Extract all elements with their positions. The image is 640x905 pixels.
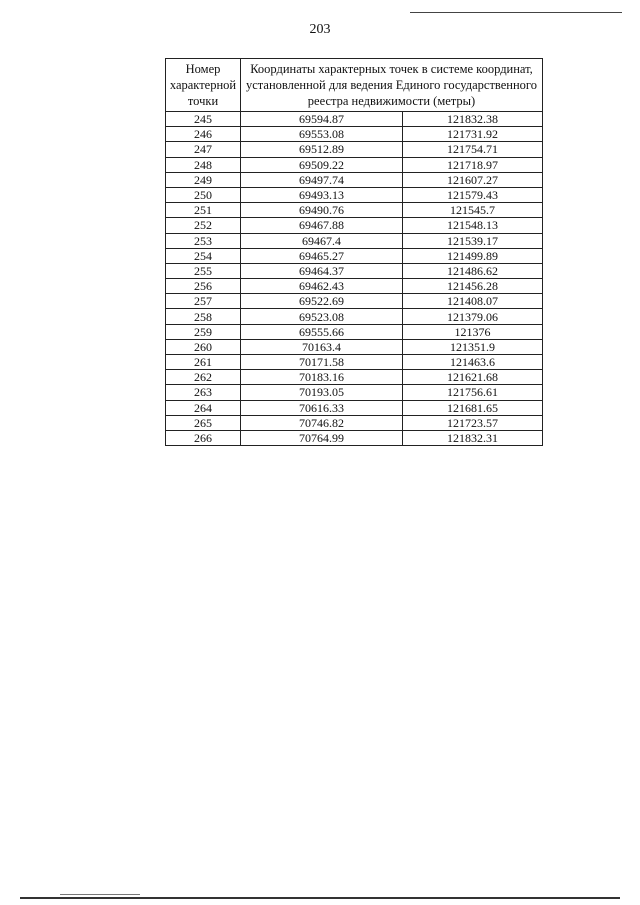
table-row bbox=[166, 218, 543, 233]
bottom-rule-thin bbox=[60, 894, 140, 895]
x-coordinate-cell: 69594.87 bbox=[241, 112, 403, 127]
x-coordinate-cell: 70193.05 bbox=[241, 385, 403, 400]
x-coordinate-cell: 69490.76 bbox=[241, 203, 403, 218]
y-coordinate-cell: 121548.13 bbox=[403, 218, 543, 233]
point-number-cell: 253 bbox=[166, 233, 241, 248]
x-coordinate-cell: 70616.33 bbox=[241, 400, 403, 415]
x-coordinate-cell: 70764.99 bbox=[241, 430, 403, 445]
table-row bbox=[166, 157, 543, 172]
table-row bbox=[166, 324, 543, 339]
x-coordinate-cell: 69465.27 bbox=[241, 248, 403, 263]
point-number-cell: 262 bbox=[166, 370, 241, 385]
y-coordinate-cell: 121379.06 bbox=[403, 309, 543, 324]
table-row bbox=[166, 203, 543, 218]
point-number-cell: 263 bbox=[166, 385, 241, 400]
point-number-cell: 260 bbox=[166, 339, 241, 354]
x-coordinate-cell: 69509.22 bbox=[241, 157, 403, 172]
y-coordinate-cell: 121499.89 bbox=[403, 248, 543, 263]
x-coordinate-cell: 69464.37 bbox=[241, 263, 403, 278]
table-row bbox=[166, 370, 543, 385]
x-coordinate-cell: 70746.82 bbox=[241, 415, 403, 430]
y-coordinate-cell: 121539.17 bbox=[403, 233, 543, 248]
y-coordinate-cell: 121579.43 bbox=[403, 187, 543, 202]
table-row bbox=[166, 400, 543, 415]
table-row bbox=[166, 127, 543, 142]
y-coordinate-cell: 121621.68 bbox=[403, 370, 543, 385]
page-number: 203 bbox=[309, 22, 331, 37]
y-coordinate-cell: 121832.31 bbox=[403, 430, 543, 445]
table-row bbox=[166, 430, 543, 445]
table-row bbox=[166, 385, 543, 400]
point-number-cell: 265 bbox=[166, 415, 241, 430]
table-row bbox=[166, 172, 543, 187]
x-coordinate-cell: 69493.13 bbox=[241, 187, 403, 202]
point-number-cell: 261 bbox=[166, 355, 241, 370]
x-coordinate-cell: 69497.74 bbox=[241, 172, 403, 187]
header-coordinates: Координаты характерных точек в системе координат, установленной для ведения Единого государственного реестра недвижимости (метры) bbox=[241, 59, 543, 112]
y-coordinate-cell: 121832.38 bbox=[403, 112, 543, 127]
point-number-cell: 254 bbox=[166, 248, 241, 263]
point-number-cell: 256 bbox=[166, 279, 241, 294]
table-row bbox=[166, 233, 543, 248]
point-number-cell: 264 bbox=[166, 400, 241, 415]
x-coordinate-cell: 69523.08 bbox=[241, 309, 403, 324]
x-coordinate-cell: 69462.43 bbox=[241, 279, 403, 294]
point-number-cell: 266 bbox=[166, 430, 241, 445]
x-coordinate-cell: 69553.08 bbox=[241, 127, 403, 142]
coordinates-table bbox=[165, 58, 543, 446]
table-row bbox=[166, 355, 543, 370]
table-header-row bbox=[166, 59, 543, 112]
y-coordinate-cell: 121486.62 bbox=[403, 263, 543, 278]
table-row bbox=[166, 294, 543, 309]
table-row bbox=[166, 248, 543, 263]
x-coordinate-cell: 69555.66 bbox=[241, 324, 403, 339]
table-row bbox=[166, 415, 543, 430]
header-point-number: Номер характерной точки bbox=[166, 59, 241, 112]
point-number-cell: 250 bbox=[166, 187, 241, 202]
y-coordinate-cell: 121681.65 bbox=[403, 400, 543, 415]
top-rule bbox=[410, 12, 622, 13]
y-coordinate-cell: 121408.07 bbox=[403, 294, 543, 309]
y-coordinate-cell: 121456.28 bbox=[403, 279, 543, 294]
table-row bbox=[166, 187, 543, 202]
table-row bbox=[166, 309, 543, 324]
point-number-cell: 246 bbox=[166, 127, 241, 142]
table-row bbox=[166, 142, 543, 157]
y-coordinate-cell: 121723.57 bbox=[403, 415, 543, 430]
table-row bbox=[166, 263, 543, 278]
point-number-cell: 247 bbox=[166, 142, 241, 157]
y-coordinate-cell: 121607.27 bbox=[403, 172, 543, 187]
point-number-cell: 258 bbox=[166, 309, 241, 324]
x-coordinate-cell: 69467.88 bbox=[241, 218, 403, 233]
x-coordinate-cell: 70163.4 bbox=[241, 339, 403, 354]
y-coordinate-cell: 121376 bbox=[403, 324, 543, 339]
x-coordinate-cell: 70171.58 bbox=[241, 355, 403, 370]
point-number-cell: 252 bbox=[166, 218, 241, 233]
point-number-cell: 245 bbox=[166, 112, 241, 127]
point-number-cell: 257 bbox=[166, 294, 241, 309]
x-coordinate-cell: 69512.89 bbox=[241, 142, 403, 157]
y-coordinate-cell: 121718.97 bbox=[403, 157, 543, 172]
table-row bbox=[166, 339, 543, 354]
point-number-cell: 255 bbox=[166, 263, 241, 278]
x-coordinate-cell: 69467.4 bbox=[241, 233, 403, 248]
point-number-cell: 249 bbox=[166, 172, 241, 187]
y-coordinate-cell: 121754.71 bbox=[403, 142, 543, 157]
y-coordinate-cell: 121756.61 bbox=[403, 385, 543, 400]
y-coordinate-cell: 121731.92 bbox=[403, 127, 543, 142]
point-number-cell: 251 bbox=[166, 203, 241, 218]
bottom-rule bbox=[20, 897, 620, 899]
y-coordinate-cell: 121463.6 bbox=[403, 355, 543, 370]
x-coordinate-cell: 69522.69 bbox=[241, 294, 403, 309]
x-coordinate-cell: 70183.16 bbox=[241, 370, 403, 385]
table-row bbox=[166, 112, 543, 127]
table-row bbox=[166, 279, 543, 294]
table-body bbox=[166, 112, 543, 446]
point-number-cell: 259 bbox=[166, 324, 241, 339]
y-coordinate-cell: 121351.9 bbox=[403, 339, 543, 354]
point-number-cell: 248 bbox=[166, 157, 241, 172]
y-coordinate-cell: 121545.7 bbox=[403, 203, 543, 218]
